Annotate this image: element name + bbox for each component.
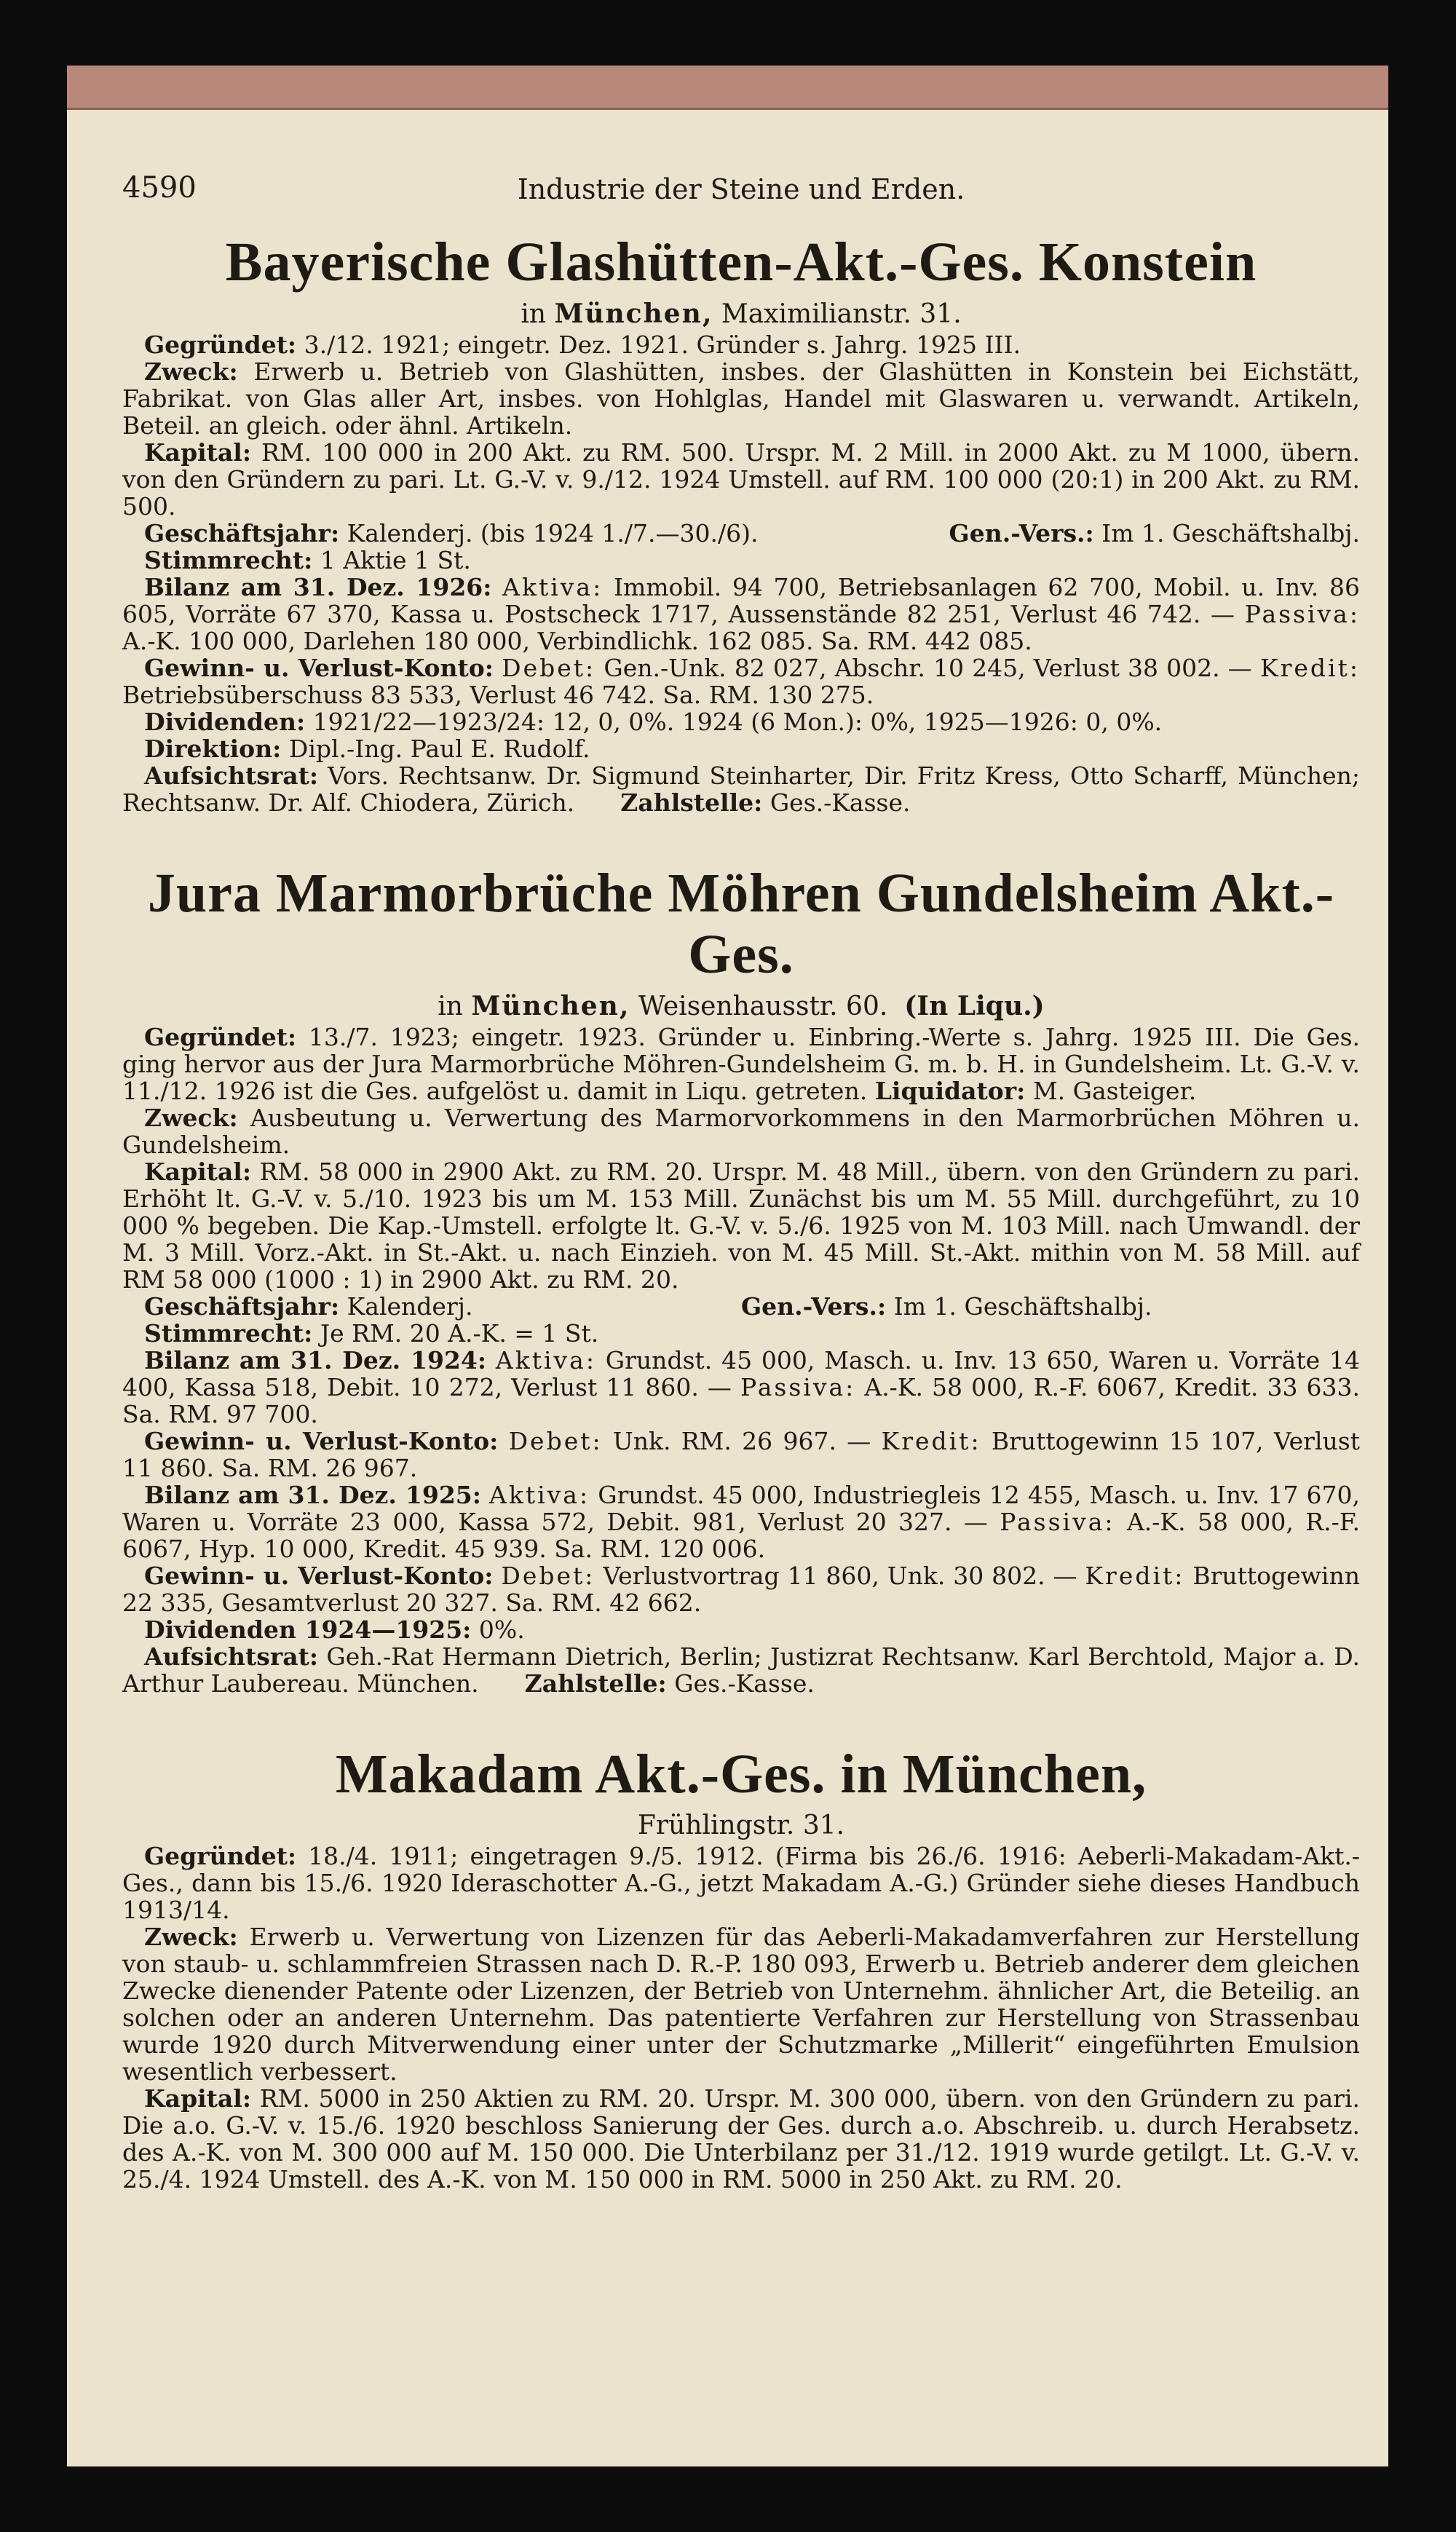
zweck-paragraph bbox=[122, 1104, 1360, 1158]
zweck-label: Zweck: bbox=[144, 1923, 238, 1951]
passiva-label: Passiva: bbox=[740, 1373, 856, 1401]
geschaeftsjahr-row bbox=[122, 1293, 1360, 1320]
debet-text: Gen.-Unk. 82 027, Abschr. 10 245, Verlust 38 002. — bbox=[604, 654, 1252, 682]
gen-vers-label: Gen.-Vers.: bbox=[949, 519, 1094, 547]
gegruendet-text: 13./7. 1923; eingetr. 1923. Gründer u. Einbring.-Werte s. Jahrg. 1925 III. Die Ges. ging hervor aus der Jura Marmorbrüche Möhren-Gundelsheim G. m. b. H. in Gundelsheim. Lt. G.-V. v. 11./12. 1926 ist die Ges. aufgelöst u. damit in Liqu. getreten. bbox=[122, 1023, 1360, 1105]
liquidation-note: (In Liqu.) bbox=[904, 991, 1045, 1021]
dividenden-label: Dividenden: bbox=[144, 708, 306, 736]
gen-vers bbox=[741, 1293, 1152, 1320]
passiva-label: Passiva: bbox=[1000, 1508, 1115, 1536]
debet-label: Debet: bbox=[502, 654, 596, 682]
gegruendet-paragraph bbox=[122, 1843, 1360, 1923]
zahlstelle-label: Zahlstelle: bbox=[524, 1669, 667, 1698]
direktion-label: Direktion: bbox=[144, 735, 282, 763]
bilanz-paragraph bbox=[122, 574, 1360, 654]
kredit-text: Bruttogewinn 22 335, Gesamtverlust 20 327. Sa. RM. 42 662. bbox=[122, 1562, 1360, 1617]
kapital-paragraph bbox=[122, 1158, 1360, 1293]
zahlstelle-text: Ges.-Kasse. bbox=[769, 788, 911, 817]
company-title: Jura Marmorbrüche Möhren Gundelsheim Akt.-Ges. bbox=[147, 863, 1335, 985]
geschaeftsjahr-row bbox=[122, 520, 1360, 547]
aufsichtsrat-text: Vors. Rechtsanw. Dr. Sigmund Steinharter, Dir. Fritz Kress, Otto Scharff, München; Rechtsanw. Dr. Alf. Chiodera, Zürich. bbox=[122, 761, 1360, 817]
kredit-label: Kredit: bbox=[1259, 654, 1360, 682]
guv-paragraph bbox=[122, 654, 1360, 708]
kredit-text: Bruttogewinn 15 107, Verlust 11 860. Sa. RM. 26 967. bbox=[122, 1427, 1360, 1482]
aktiva-text: Immobil. 94 700, Betriebsanlagen 62 700, Mobil. u. Inv. 86 605, Vorräte 67 370, Kassa u. Postscheck 1717, Aussenstände 82 251, Verlust 46 742. — bbox=[122, 573, 1360, 628]
bilanz-1925-paragraph bbox=[122, 1481, 1360, 1562]
geschaeftsjahr-label: Geschäftsjahr: bbox=[144, 519, 340, 547]
aktiva-label: Aktiva: bbox=[489, 1481, 590, 1509]
page-content bbox=[122, 171, 1361, 2193]
zweck-text: Erwerb u. Verwertung von Lizenzen für das Aeberli-Makadamverfahren zur Herstellung von staub- u. schlammfreien Strassen nach D. R.-P. 180 093, Erwerb u. Betrieb anderer dem gleichen Zwecke dienender Patente oder Lizenzen, der Betrieb von Unternehm. ähnlicher Art, die Beteilig. an solchen oder an anderen Unternehm. Das patentierte Verfahren zur Herstellung von Strassenbau wurde 1920 durch Mitverwendung einer unter der Schutzmarke „Millerit“ eingeführten Emulsion wesentlich verbessert. bbox=[122, 1923, 1361, 2086]
aufsichtsrat-label: Aufsichtsrat: bbox=[144, 761, 319, 790]
company-entry-makadam bbox=[122, 1744, 1360, 2193]
kapital-paragraph bbox=[122, 439, 1360, 520]
kapital-paragraph bbox=[122, 2085, 1360, 2193]
zahlstelle-text: Ges.-Kasse. bbox=[674, 1669, 815, 1698]
aktiva-label: Aktiva: bbox=[495, 1346, 596, 1374]
guv-1924-paragraph bbox=[122, 1428, 1360, 1481]
address-street: Frühlingstr. 31. bbox=[637, 1811, 845, 1840]
dividenden-label: Dividenden 1924—1925: bbox=[144, 1615, 472, 1644]
company-title: Bayerische Glashütten-Akt.-Ges. Konstein bbox=[225, 232, 1257, 293]
geschaeftsjahr-text: Kalenderj. bbox=[347, 1292, 473, 1321]
entry-separator bbox=[122, 816, 1360, 851]
stimmrecht-label: Stimmrecht: bbox=[144, 546, 313, 574]
document-page bbox=[67, 66, 1388, 2466]
zweck-text: Ausbeutung u. Verwertung des Marmorvorkommens in den Marmorbrüchen Möhren u. Gundelsheim. bbox=[122, 1104, 1360, 1159]
company-entry-bayerische-glashuetten bbox=[122, 232, 1360, 816]
direktion-text: Dipl.-Ing. Paul E. Rudolf. bbox=[288, 735, 590, 763]
address-prefix: in bbox=[438, 992, 463, 1021]
passiva-text: A.-K. 58 000, R.-F. 6067, Kredit. 33 633. Sa. RM. 97 700. bbox=[122, 1373, 1360, 1428]
address-prefix: in bbox=[521, 299, 547, 329]
direktion-paragraph bbox=[122, 735, 1360, 762]
address-city: München, bbox=[471, 991, 630, 1021]
aktiva-text: Grundst. 45 000, Industriegleis 12 455, Masch. u. Inv. 17 670, Waren u. Vorräte 23 000, Kassa 572, Debit. 981, Verlust 20 327. — bbox=[122, 1481, 1361, 1536]
bilanz-label: Bilanz am 31. Dez. 1925: bbox=[144, 1481, 481, 1509]
kapital-label: Kapital: bbox=[144, 438, 252, 467]
kapital-text: RM. 5000 in 250 Aktien zu RM. 20. Urspr. M. 300 000, übern. von den Gründern zu pari. Die a.o. G.-V. v. 15./6. 1920 beschloss Sanierung der Ges. durch a.o. Abschreib. u. durch Herabsetz. des A.-K. von M. 300 000 auf M. 150 000. Die Unterbilanz per 31./12. 1919 wurde getilgt. Lt. G.-V. v. 25./4. 1924 Umstell. des A.-K. von M. 150 000 in RM. 5000 in 250 Akt. zu RM. 20. bbox=[122, 2084, 1360, 2193]
kapital-label: Kapital: bbox=[144, 1158, 252, 1186]
binding-edge bbox=[67, 66, 1388, 108]
passiva-text: A.-K. 100 000, Darlehen 180 000, Verbindlichk. 162 085. Sa. RM. 442 085. bbox=[122, 627, 1032, 655]
kapital-label: Kapital: bbox=[144, 2084, 252, 2113]
entry-separator bbox=[122, 1697, 1360, 1732]
stimmrecht-label: Stimmrecht: bbox=[144, 1319, 313, 1348]
liquidator-label: Liquidator: bbox=[874, 1077, 1026, 1105]
gegruendet-paragraph bbox=[122, 1024, 1360, 1104]
passiva-label: Passiva: bbox=[1244, 600, 1360, 628]
debet-label: Debet: bbox=[508, 1427, 603, 1455]
company-address bbox=[122, 1811, 1360, 1841]
zahlstelle bbox=[582, 788, 911, 817]
dividenden-paragraph bbox=[122, 708, 1360, 735]
address-street: Weisenhausstr. 60. bbox=[638, 992, 888, 1021]
gegruendet-paragraph bbox=[122, 331, 1360, 358]
passiva-text: A.-K. 58 000, R.-F. 6067, Hyp. 10 000, Kredit. 45 939. Sa. RM. 120 006. bbox=[122, 1508, 1360, 1563]
zweck-paragraph bbox=[122, 1923, 1360, 2085]
aufsichtsrat-label: Aufsichtsrat: bbox=[144, 1642, 319, 1671]
debet-text: Verlustvortrag 11 860, Unk. 30 802. — bbox=[603, 1562, 1077, 1590]
debet-label: Debet: bbox=[501, 1562, 596, 1590]
aktiva-text: Grundst. 45 000, Masch. u. Inv. 13 650, Waren u. Vorräte 14 400, Kassa 518, Debit. 10 272, Verlust 11 860. — bbox=[122, 1346, 1360, 1401]
gegruendet-text: 18./4. 1911; eingetragen 9./5. 1912. (Firma bis 26./6. 1916: Aeberli-Makadam-Akt.-Ges., dann bis 15./6. 1920 Ideraschotter A.-G., jetzt Makadam A.-G.) Gründer siehe dieses Handbuch 1913/14. bbox=[122, 1842, 1360, 1924]
kredit-label: Kredit: bbox=[1085, 1562, 1185, 1590]
guv-label: Gewinn- u. Verlust-Konto: bbox=[144, 654, 494, 682]
guv-label: Gewinn- u. Verlust-Konto: bbox=[144, 1427, 499, 1455]
gen-vers-text: Im 1. Geschäftshalbj. bbox=[1101, 519, 1360, 547]
company-address bbox=[122, 991, 1360, 1022]
aufsichtsrat-text: Geh.-Rat Hermann Dietrich, Berlin; Justizrat Rechtsanw. Karl Berchtold, Major a. D. Arthur Laubereau. München. bbox=[122, 1642, 1360, 1698]
bilanz-label: Bilanz am 31. Dez. 1926: bbox=[144, 573, 492, 601]
gen-vers bbox=[949, 520, 1360, 547]
stimmrecht-text: 1 Aktie 1 St. bbox=[320, 546, 471, 574]
debet-text: Unk. RM. 26 967. — bbox=[612, 1427, 871, 1455]
dividenden-text: 1921/22—1923/24: 12, 0, 0%. 1924 (6 Mon.): 0%, 1925—1926: 0, 0%. bbox=[312, 708, 1163, 736]
kredit-label: Kredit: bbox=[881, 1427, 981, 1455]
zweck-text: Erwerb u. Betrieb von Glashütten, insbes. der Glashütten in Konstein bei Eichstätt, Fabrikat. von Glas aller Art, insbes. von Hohlglas, Handel mit Glaswaren u. verwandt. Artikeln, Beteil. an gleich. oder ähnl. Artikeln. bbox=[122, 357, 1360, 440]
guv-label: Gewinn- u. Verlust-Konto: bbox=[144, 1562, 494, 1590]
zweck-label: Zweck: bbox=[144, 357, 238, 386]
company-address bbox=[122, 298, 1360, 330]
aufsichtsrat-paragraph bbox=[122, 1643, 1360, 1697]
kapital-text: RM. 100 000 in 200 Akt. zu RM. 500. Urspr. M. 2 Mill. in 2000 Akt. zu M 1000, übern. von den Gründern zu pari. Lt. G.-V. v. 9./12. 1924 Umstell. auf RM. 100 000 (20:1) in 200 Akt. zu RM. 500. bbox=[122, 438, 1360, 521]
zweck-label: Zweck: bbox=[144, 1104, 238, 1132]
gen-vers-text: Im 1. Geschäftshalbj. bbox=[893, 1292, 1152, 1321]
company-title: Makadam Akt.-Ges. in München, bbox=[335, 1744, 1147, 1805]
address-city: München, bbox=[554, 298, 713, 329]
liquidator-text: M. Gasteiger. bbox=[1032, 1077, 1197, 1105]
running-head bbox=[122, 171, 1360, 215]
page-number: 4590 bbox=[122, 171, 197, 205]
zweck-paragraph bbox=[122, 358, 1360, 439]
aktiva-label: Aktiva: bbox=[502, 573, 604, 601]
dividenden-paragraph bbox=[122, 1616, 1360, 1643]
bilanz-label: Bilanz am 31. Dez. 1924: bbox=[144, 1346, 487, 1374]
zahlstelle-label: Zahlstelle: bbox=[620, 788, 763, 817]
kapital-text: RM. 58 000 in 2900 Akt. zu RM. 20. Urspr. M. 48 Mill., übern. von den Gründern zu pari. Erhöht lt. G.-V. v. 5./10. 1923 bis um M. 153 Mill. Zunächst bis um M. 55 Mill. durchgeführt, zu 10 000 % begeben. Die Kap.-Umstell. erfolgte lt. G.-V. v. 5./6. 1925 von M. 103 Mill. nach Umwandl. der M. 3 Mill. Vorz.-Akt. in St.-Akt. u. nach Einzieh. von M. 45 Mill. St.-Akt. mithin von M. 58 Mill. auf RM 58 000 (1000 : 1) in 2900 Akt. zu RM. 20. bbox=[122, 1158, 1361, 1294]
gen-vers-label: Gen.-Vers.: bbox=[741, 1292, 887, 1321]
geschaeftsjahr-label: Geschäftsjahr: bbox=[144, 1292, 340, 1321]
stimmrecht-paragraph bbox=[122, 1320, 1360, 1347]
binding-line bbox=[67, 108, 1388, 110]
gegruendet-text: 3./12. 1921; eingetr. Dez. 1921. Gründer s. Jahrg. 1925 III. bbox=[304, 331, 1021, 359]
running-title: Industrie der Steine und Erden. bbox=[517, 173, 965, 205]
dividenden-text: 0%. bbox=[478, 1615, 525, 1644]
stimmrecht-text: Je RM. 20 A.-K. = 1 St. bbox=[320, 1319, 599, 1348]
stimmrecht-paragraph bbox=[122, 547, 1360, 574]
guv-1925-paragraph bbox=[122, 1562, 1360, 1616]
geschaeftsjahr-text: Kalenderj. (bis 1924 1./7.—30./6). bbox=[347, 519, 759, 547]
gegruendet-label: Gegründet: bbox=[144, 1842, 297, 1870]
aufsichtsrat-paragraph bbox=[122, 762, 1360, 816]
bilanz-1924-paragraph bbox=[122, 1347, 1360, 1428]
zahlstelle bbox=[486, 1669, 815, 1698]
address-street: Maximilianstr. 31. bbox=[721, 299, 962, 329]
gegruendet-label: Gegründet: bbox=[144, 331, 297, 359]
gegruendet-label: Gegründet: bbox=[144, 1023, 297, 1051]
kredit-text: Betriebsüberschuss 83 533, Verlust 46 742. Sa. RM. 130 275. bbox=[122, 681, 874, 709]
company-entry-jura-marmorbrueche bbox=[122, 863, 1360, 1697]
